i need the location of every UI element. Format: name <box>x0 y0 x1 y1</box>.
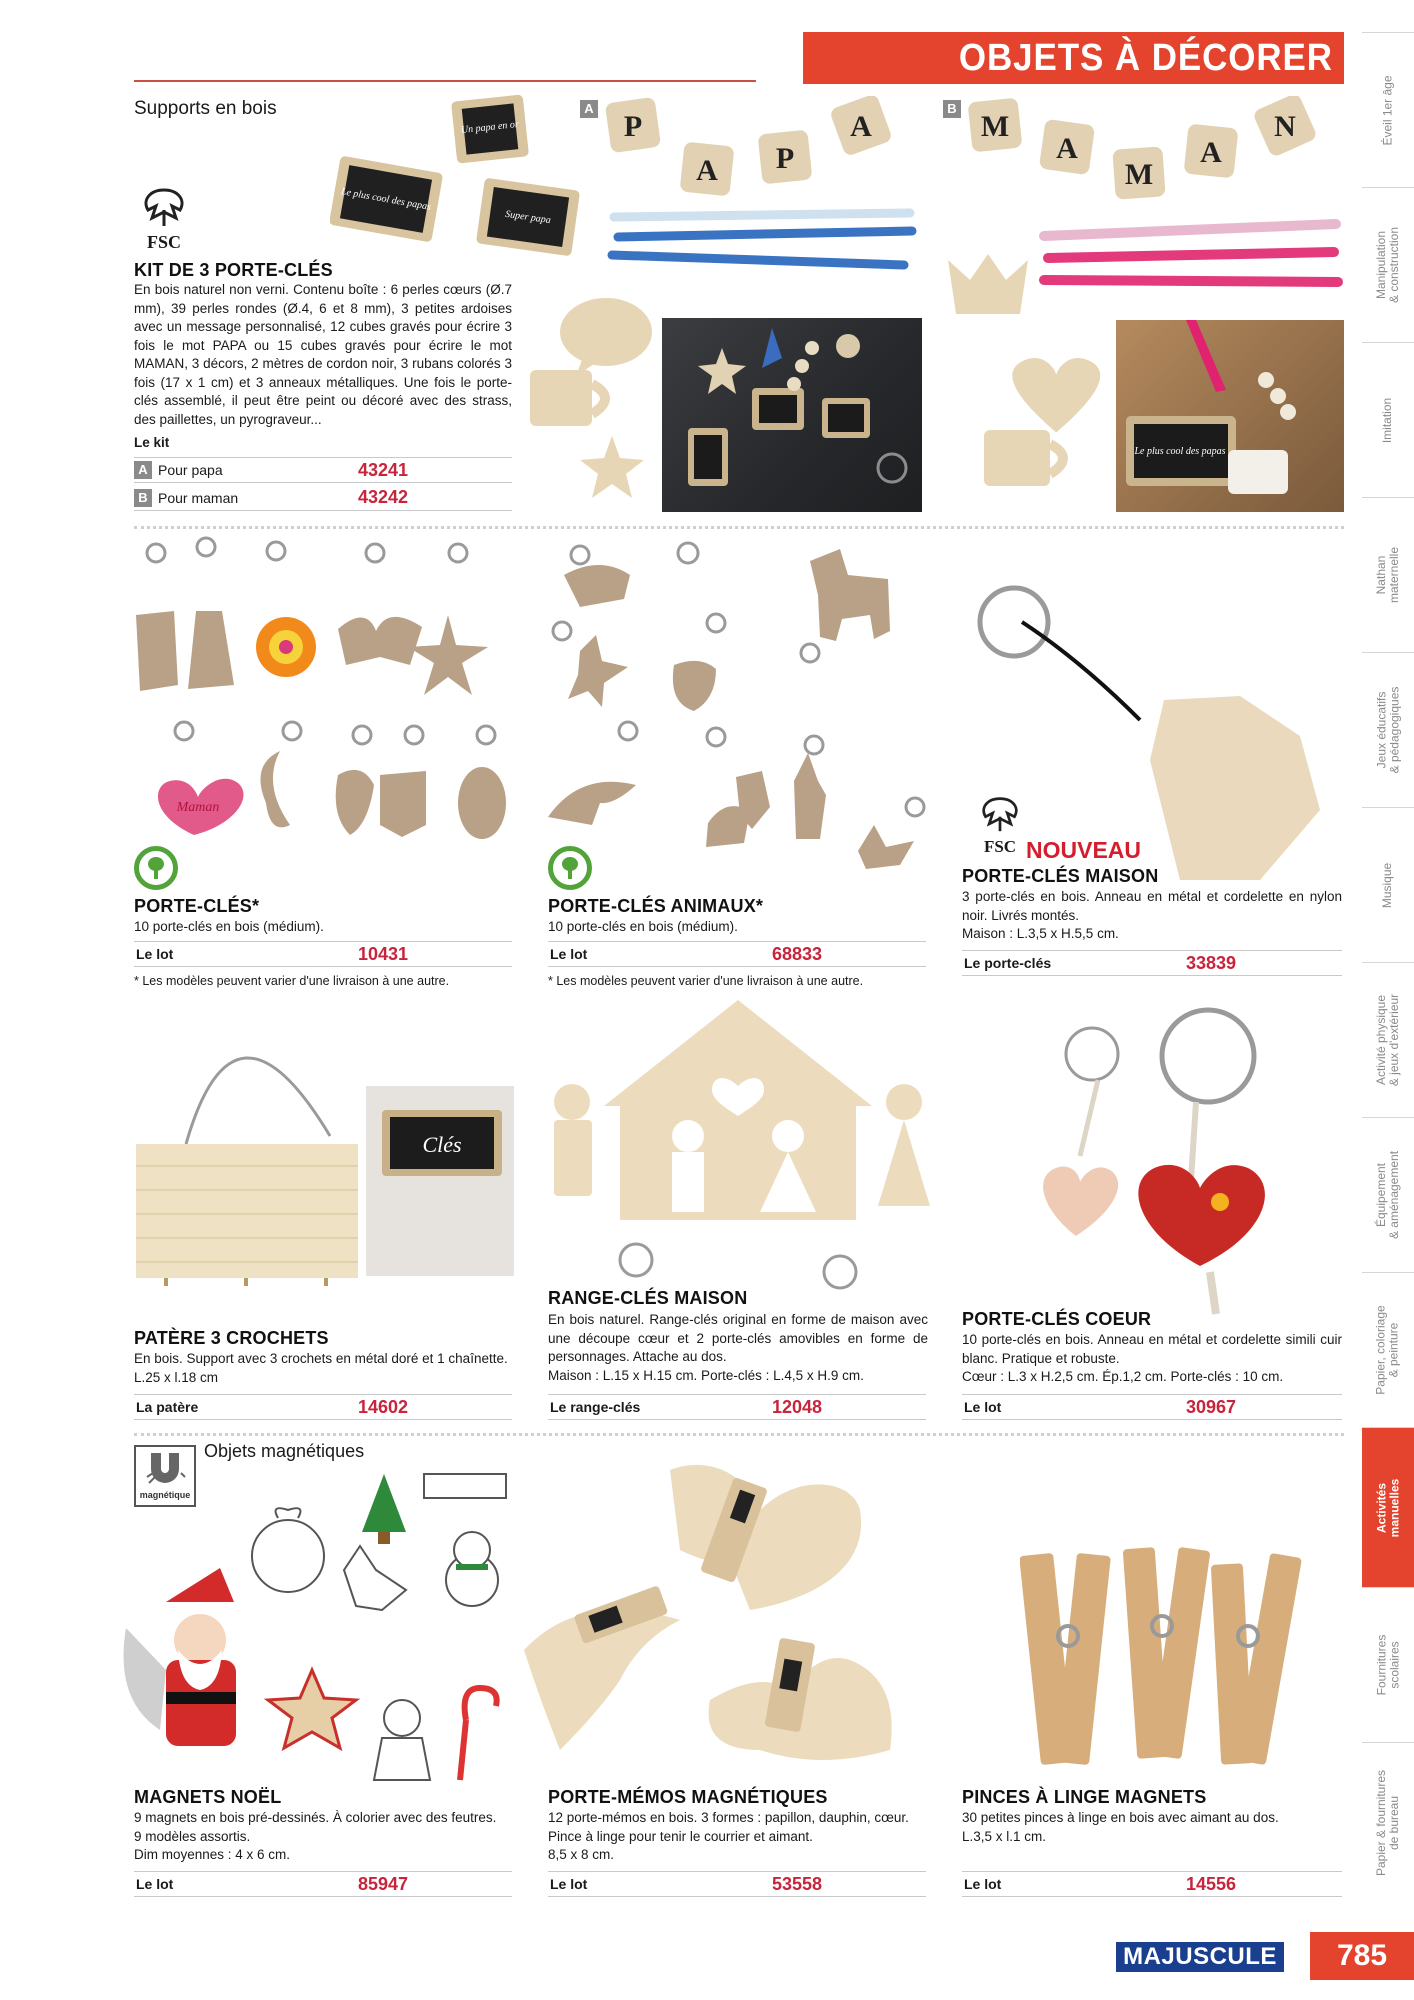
price-row-memos <box>548 1871 926 1897</box>
product-title-noel: MAGNETS NOËL <box>134 1787 282 1807</box>
cube-letter: A <box>850 110 872 143</box>
product-desc-memos: 12 porte-mémos en bois. 3 formes : papillon, dauphin, cœur. Pince à linge pour tenir le courrier et aimant. 8,5 x 8 cm. <box>548 1810 909 1862</box>
product-title-patere: PATÈRE 3 CROCHETS <box>134 1328 329 1348</box>
fsc-logo: FSC <box>970 795 1030 855</box>
header-rule <box>134 80 756 82</box>
cube-letter: A <box>1200 136 1222 169</box>
product-note-porte-cles: * Les modèles peuvent varier d'une livraison à une autre. <box>134 974 450 988</box>
product-code[interactable]: 85947 <box>358 1873 409 1894</box>
side-tab-activites-manuelles[interactable]: Activités manuelles <box>1362 1427 1414 1587</box>
pinces-illustration <box>1020 1540 1310 1770</box>
porte-cles-illustration <box>130 535 514 890</box>
fsc-tree-icon <box>136 186 192 228</box>
section-label-supports: Supports en bois <box>134 98 277 119</box>
price-unit: Le lot <box>550 946 588 962</box>
cube-letter: A <box>696 154 718 187</box>
photo-papa-keychains <box>662 318 922 512</box>
product-code[interactable]: 43242 <box>358 487 409 507</box>
side-tab-jeux[interactable]: Jeux éducatifs & pédagogiques <box>1362 652 1414 807</box>
cles-text: Clés <box>422 1132 462 1157</box>
price-row-maman <box>134 485 512 511</box>
product-desc-kit: En bois naturel non verni. Contenu boîte : 6 perles cœurs (Ø.7 mm), 39 perles rondes (Ø.4, 6 et 8 mm), 3 petites ardoises avec un message personnalisé, 12 cubes gravés pour écrire 3 fois le mot PAPA ou 15 cubes gravés pour écrire le mot MAMAN, 3 décors, 2 mètres de cordon noir, 3 rubans colorés 3 fois (17 x 1 cm) et 3 anneaux métalliques. Une fois le porte-clés assemblé, il peut être peint ou décoré avec des strass, des paillettes, un pyrograveur... <box>134 282 512 427</box>
product-title-coeur: PORTE-CLÉS COEUR <box>962 1309 1152 1329</box>
price-unit: La patère <box>136 1399 199 1415</box>
fsc-logo: FSC <box>134 186 194 251</box>
price-unit: Le lot <box>136 1876 174 1892</box>
product-code[interactable]: 14556 <box>1186 1873 1237 1894</box>
product-title-pinces: PINCES À LINGE MAGNETS <box>962 1787 1207 1807</box>
product-code[interactable]: 33839 <box>1186 952 1237 973</box>
side-tab-eveil[interactable]: Éveil 1er âge <box>1362 32 1414 187</box>
variant-label: Pour papa <box>158 462 223 478</box>
papa-cubes <box>600 96 920 206</box>
cube-letter: P <box>623 110 643 143</box>
price-row-coeur <box>962 1394 1342 1420</box>
product-code[interactable]: 43241 <box>358 459 409 480</box>
new-badge: NOUVEAU <box>1026 837 1142 863</box>
cube-letter: A <box>1056 132 1078 165</box>
product-code[interactable]: 53558 <box>772 1873 823 1894</box>
section-label-magnetiques: Objets magnétiques <box>204 1441 365 1461</box>
range-cles-illustration <box>546 996 930 1296</box>
price-row-porte-cles <box>134 941 512 967</box>
category-sidebar <box>1362 32 1414 1902</box>
decors-papa <box>522 288 660 510</box>
side-tab-fournitures[interactable]: Fournitures scolaires <box>1362 1587 1414 1742</box>
product-desc-maison: 3 porte-clés en bois. Anneau en métal et cordelette en nylon noir. Livrés montés. Maison : L.3,5 x H.5,5 cm. <box>962 889 1342 941</box>
product-desc-pinces: 30 petites pinces à linge en bois avec aimant au dos. L.3,5 x l.1 cm. <box>962 1810 1279 1844</box>
side-tab-equipement[interactable]: Équipement & aménagement <box>1362 1117 1414 1272</box>
product-title-memos: PORTE-MÉMOS MAGNÉTIQUES <box>548 1787 828 1807</box>
side-tab-activite[interactable]: Activité physique & jeux d'extérieur <box>1362 962 1414 1117</box>
ribbons-papa <box>600 205 920 275</box>
product-unit-kit: Le kit <box>134 435 170 450</box>
eco-badge-icon <box>548 846 592 890</box>
cube-letter: M <box>980 110 1010 143</box>
cube-letter: M <box>1124 158 1154 191</box>
product-desc-patere: En bois. Support avec 3 crochets en métal doré et 1 chaînette. L.25 x l.18 cm <box>134 1351 508 1385</box>
cube-letter: N <box>1274 110 1296 143</box>
price-row-patere <box>134 1394 512 1420</box>
magnet-badge: magnétique <box>134 1445 196 1507</box>
animaux-illustration <box>540 535 940 890</box>
photo-maman-keychain <box>1116 320 1344 512</box>
marker-b: B <box>943 100 961 118</box>
page-title: OBJETS À DÉCORER <box>803 32 1344 84</box>
variant-badge-a: A <box>134 461 152 479</box>
product-desc-coeur: 10 porte-clés en bois. Anneau en métal et cordelette simili cuir blanc. Pratique et robuste. Cœur : L.3 x H.2,5 cm. Ép.1,2 cm. Porte-clés : 10 cm. <box>962 1332 1342 1384</box>
page-number: 785 <box>1310 1932 1414 1980</box>
side-tab-papier[interactable]: Papier, coloriage & peinture <box>1362 1272 1414 1427</box>
eco-badge-icon <box>134 846 178 890</box>
slate-left-text: Le plus cool des papas <box>340 186 432 213</box>
maman-cubes <box>964 96 1344 206</box>
variant-label: Pour maman <box>158 489 239 506</box>
variant-badge-b: B <box>134 489 152 507</box>
coeur-illustration <box>1020 996 1320 1316</box>
product-code[interactable]: 10431 <box>358 943 409 964</box>
product-desc-animaux: 10 porte-clés en bois (médium). <box>548 919 738 934</box>
side-tab-imitation[interactable]: Imitation <box>1362 342 1414 497</box>
side-tab-bureau[interactable]: Papier & fournitures de bureau <box>1362 1742 1414 1902</box>
slate-right-text: Super papa <box>504 208 552 227</box>
decors-maman <box>940 250 1110 510</box>
product-code[interactable]: 68833 <box>772 943 823 964</box>
product-desc-range: En bois naturel. Range-clés original en forme de maison avec une découpe cœur et 2 porte-clés amovibles en forme de personnages. Attache au dos. Maison : L.15 x H.15 cm. Porte-clés : L.4,5 x H.9 cm. <box>548 1312 928 1383</box>
product-code[interactable]: 12048 <box>772 1396 823 1417</box>
product-desc-porte-cles: 10 porte-clés en bois (médium). <box>134 919 324 934</box>
slates-illustration <box>330 90 590 260</box>
price-row-noel <box>134 1871 512 1897</box>
price-row-animaux <box>548 941 926 967</box>
side-tab-musique[interactable]: Musique <box>1362 807 1414 962</box>
patere-illustration <box>134 996 514 1286</box>
brand-logo: MAJUSCULE <box>1116 1942 1284 1972</box>
price-row-maison <box>962 950 1342 976</box>
price-unit: Le lot <box>136 946 174 962</box>
product-code[interactable]: 30967 <box>1186 1396 1237 1417</box>
product-title-maison: PORTE-CLÉS MAISON <box>962 866 1159 886</box>
price-row-range <box>548 1394 926 1420</box>
marker-a: A <box>580 100 598 118</box>
product-title-porte-cles: PORTE-CLÉS* <box>134 896 260 916</box>
product-note-animaux: * Les modèles peuvent varier d'une livraison à une autre. <box>548 974 864 988</box>
slate-top-text: Un papa en or <box>460 119 520 137</box>
price-unit: Le lot <box>964 1876 1002 1892</box>
side-tab-manipulation[interactable]: Manipulation & construction <box>1362 187 1414 342</box>
price-unit: Le lot <box>550 1876 588 1892</box>
price-unit: Le lot <box>964 1399 1002 1415</box>
memos-illustration <box>520 1450 930 1780</box>
section-divider <box>134 526 1344 529</box>
product-code[interactable]: 14602 <box>358 1396 409 1417</box>
fsc-tree-icon <box>972 795 1028 833</box>
product-title-kit: KIT DE 3 PORTE-CLÉS <box>134 260 333 280</box>
maman-heart-text: Maman <box>176 800 220 815</box>
product-title-animaux: PORTE-CLÉS ANIMAUX* <box>548 896 764 916</box>
product-desc-noel: 9 magnets en bois pré-dessinés. À colorier avec des feutres. 9 modèles assortis. Dim moyennes : 4 x 6 cm. <box>134 1810 497 1862</box>
section-divider <box>134 1433 1344 1436</box>
price-unit: Le range-clés <box>550 1399 641 1415</box>
side-tab-nathan[interactable]: Nathan maternelle <box>1362 497 1414 652</box>
photo-slate-text: Le plus cool des papas <box>1134 446 1226 457</box>
price-row-papa <box>134 457 512 483</box>
product-title-range: RANGE-CLÉS MAISON <box>548 1288 748 1308</box>
price-unit: Le porte-clés <box>964 955 1052 971</box>
cube-letter: P <box>775 142 795 175</box>
price-row-pinces <box>962 1871 1342 1897</box>
noel-illustration <box>120 1460 520 1800</box>
